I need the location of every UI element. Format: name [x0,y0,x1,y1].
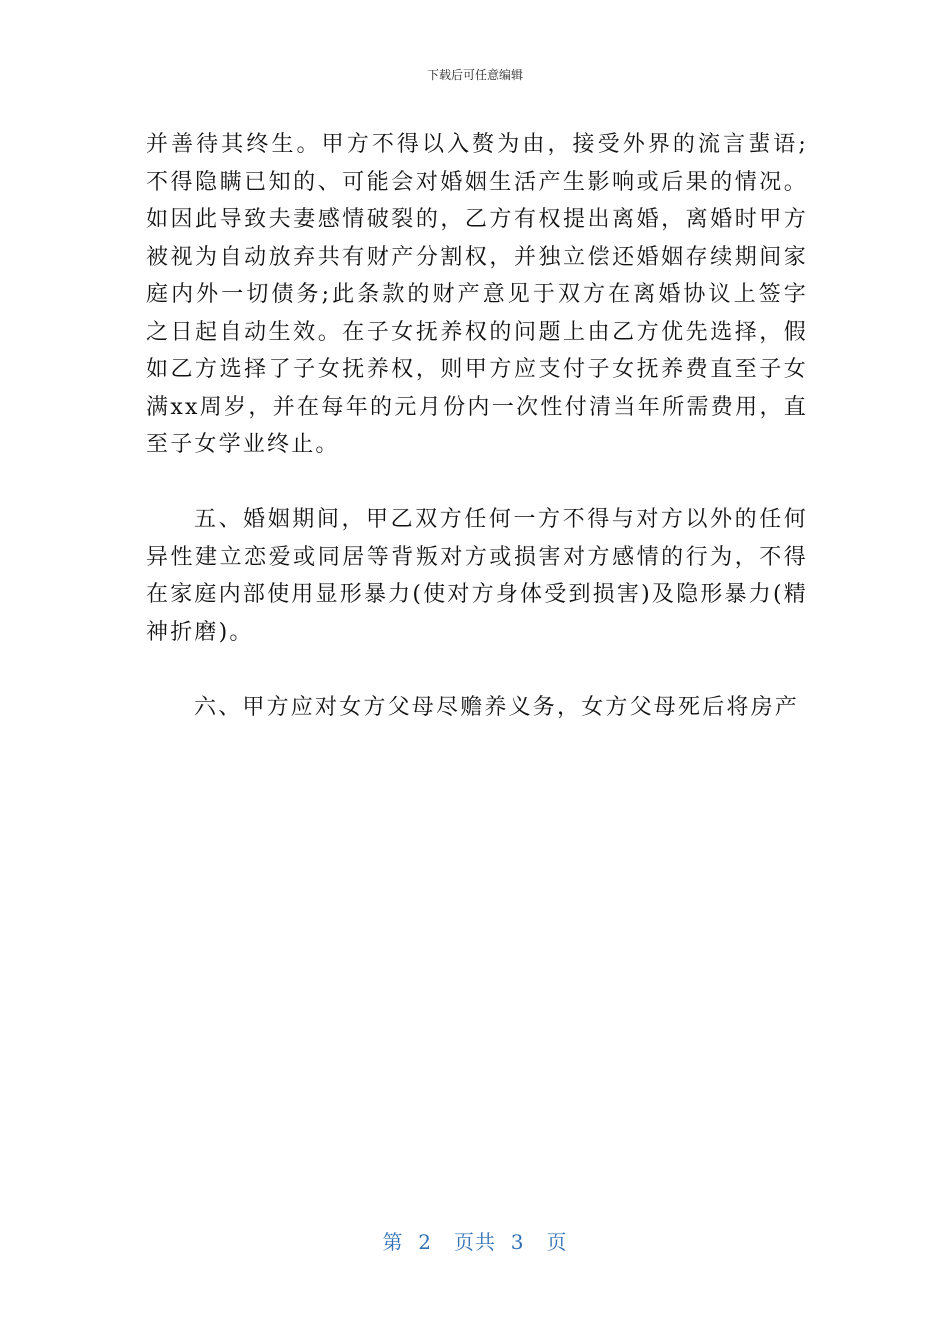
paragraph-clause-six: 六、甲方应对女方父母尽赡养义务，女方父母死后将房产 [194,694,800,720]
page-number-footer: 第 2 页共 3 页 [382,1230,568,1254]
document-body [146,126,808,726]
paragraph-continuation: 并善待其终生。甲方不得以入赘为由，接受外界的流言蜚语;不得隐瞒已知的、可能会对婚姻生活产生影响或后果的情况。如因此导致夫妻感情破裂的，乙方有权提出离婚，离婚时甲方被视为自动放弃共有财产分割权，并独立偿还婚姻存续期间家庭内外一切债务;此条款的财产意见于双方在离婚协议上签字之日起自动生效。在子女抚养权的问题上由乙方优先选择，假如乙方选择了子女抚养权，则甲方应支付子女抚养费直至子女满xx周岁，并在每年的元月份内一次性付清当年所需费用，直至子女学业终止。 [146,132,808,457]
paragraph-clause-five: 五、婚姻期间，甲乙双方任何一方不得与对方以外的任何异性建立恋爱或同居等背叛对方或损害对方感情的行为，不得在家庭内部使用显形暴力(使对方身体受到损害)及隐形暴力(精神折磨)。 [146,507,808,645]
page-header: 下载后可任意编辑 [426,68,523,82]
